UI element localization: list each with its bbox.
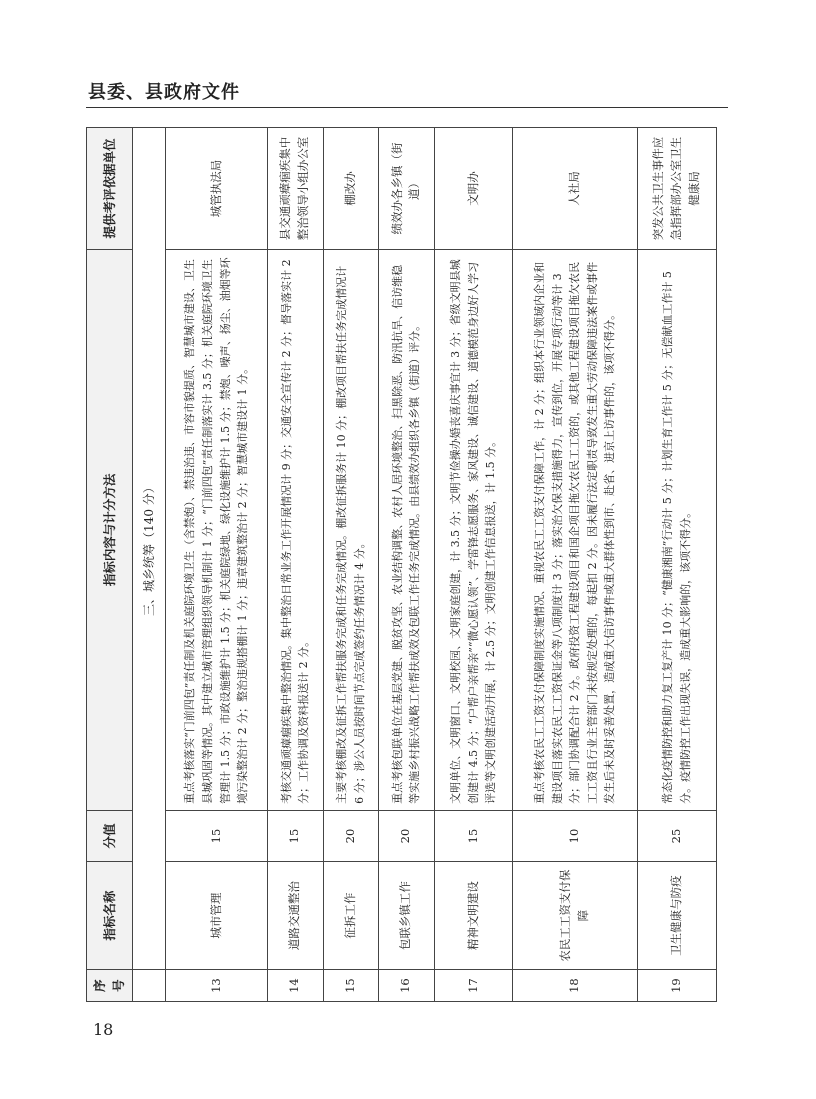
row-index: 19 [637,970,716,1002]
row-name: 包联乡镇工作 [378,862,434,970]
row-index: 18 [513,970,638,1002]
page-number: 18 [93,1020,114,1039]
row-unit: 人社局 [513,128,638,250]
row-score: 25 [637,810,716,861]
table-row [434,128,512,1002]
row-unit: 文明办 [434,128,512,250]
row-score: 15 [166,810,267,861]
row-index: 17 [434,970,512,1002]
section-blank [132,970,166,1002]
row-method: 常态化疫情防控和助力复工复产计 10 分；“健康湘南”行动计 5 分；计划生育工作计 5 分；无偿献血工作计 5 分。疫情防控工作出现失误，造成重大影响的，该项不得分。 [637,249,716,810]
row-method: 文明单位、文明窗口、文明校园、文明家庭创建，计 3.5 分；文明节俭操办婚丧喜庆事宜计 3 分；省级文明县城创建计 4.5 分；“户帮户亲帮亲”“微心愿认领”、学雷锋志愿服务、家风建设、诚信建设、道德模范身边好人学习评选等文明创建活动开展，计 2.5 分；文明创建工作信息报送，计 1.5 分。 [434,249,512,810]
document-header: 县委、县政府文件 [88,82,240,103]
header-unit: 提供考评依据单位 [87,128,133,250]
row-unit: 绩效办各乡镇（街道） [378,128,434,250]
table-row [378,128,434,1002]
row-score: 20 [378,810,434,861]
row-score: 15 [267,810,323,861]
row-score: 10 [513,810,638,861]
row-unit: 县交通顽瘴痼疾集中整治领导小组办公室 [267,128,323,250]
row-index: 14 [267,970,323,1002]
row-name: 道路交通整治 [267,862,323,970]
table-row [637,128,716,1002]
table-header-row [87,128,133,1002]
table-row [513,128,638,1002]
header-index: 序号 [87,970,133,1002]
table-row [267,128,323,1002]
row-index: 15 [323,970,378,1002]
row-method: 主要考核棚改及征拆工作帮扶服务完成和任务完成情况。棚改征拆服务计 10 分；棚改项目帮扶任务完成情况计 6 分；涉公人员按时间节点完成签约任务情况计 4 分。 [323,249,378,810]
row-unit: 城管执法局 [166,128,267,250]
row-name: 城市管理 [166,862,267,970]
table-row [166,128,267,1002]
row-method: 重点考核包联单位在基层党建、脱贫攻坚、农业结构调整、农村人居环境整治、扫黑除恶、防汛抗旱、信访维稳等实施乡村振兴战略工作帮扶成效及包联工作任务完成情况。由县绩效办组织各乡镇（街道）评分。 [378,249,434,810]
row-score: 15 [434,810,512,861]
row-index: 13 [166,970,267,1002]
row-name: 精神文明建设 [434,862,512,970]
indicator-table [86,127,717,1002]
row-index: 16 [378,970,434,1002]
row-unit: 突发公共卫生事件应急指挥部办公室卫生健康局 [637,128,716,250]
section-title: 三、城乡统筹（140 分） [132,128,166,970]
header-name: 指标名称 [87,862,133,970]
row-method: 考核交通顽瘴痼疾集中整治情况。集中整治日常业务工作开展情况计 9 分；交通安全宣传计 2 分；督导落实计 2 分；工作协调及资料报送计 2 分。 [267,249,323,810]
row-name: 农民工工资支付保障 [513,862,638,970]
header-score: 分值 [87,810,133,861]
row-unit: 棚改办 [323,128,378,250]
header-rule [86,107,728,108]
assessment-table [86,127,717,1002]
row-method: 重点考核农民工工资支付保障制度实施情况、重视农民工工资支付保障工作，计 2 分；组织本行业领域内企业和建设项目落实农民工工资保证金等八项制度计 3 分；落实治欠保支措施得力，宣传到位，开展专项行动等计 3 分；部门协调配合计 2 分。政府投资工程建设项目和国企项目拖欠农民工工资的，或其他工程建设项目拖欠农民工工资且行业主管部门未按规定处理的，每起扣 2 分。因未履行法定职责导致发生重大劳动保障违法案件或事件发生后未及时妥善处置，造成重大信访事件或重大群体性到市、赴省、进京上访事件的，该项不得分。 [513,249,638,810]
table-row [323,128,378,1002]
header-method: 指标内容与计分方法 [87,249,133,810]
section-row [132,128,166,1002]
row-method: 重点考核落实“门前四包”责任制及机关庭院环境卫生（含禁炮）、禁违治违、市容市貌提质、智慧城市建设、卫生县城巩固等情况。其中建立城市管理组织领导机制计 1 分；“门前四包”责任制落实计 3.5 分；机关庭院环境卫生管理计 1.5 分；市政设施维护计 1.5 分；机关庭院绿地、绿化设施维护计 1.5 分；禁炮、噪声、扬尘、油烟等环境污染整治计 2 分；整治违规搭棚计 1 分；违章建筑整治计 2 分；智慧城市建设计 1 分。 [166,249,267,810]
row-name: 卫生健康与防疫 [637,862,716,970]
row-name: 征拆工作 [323,862,378,970]
row-score: 20 [323,810,378,861]
